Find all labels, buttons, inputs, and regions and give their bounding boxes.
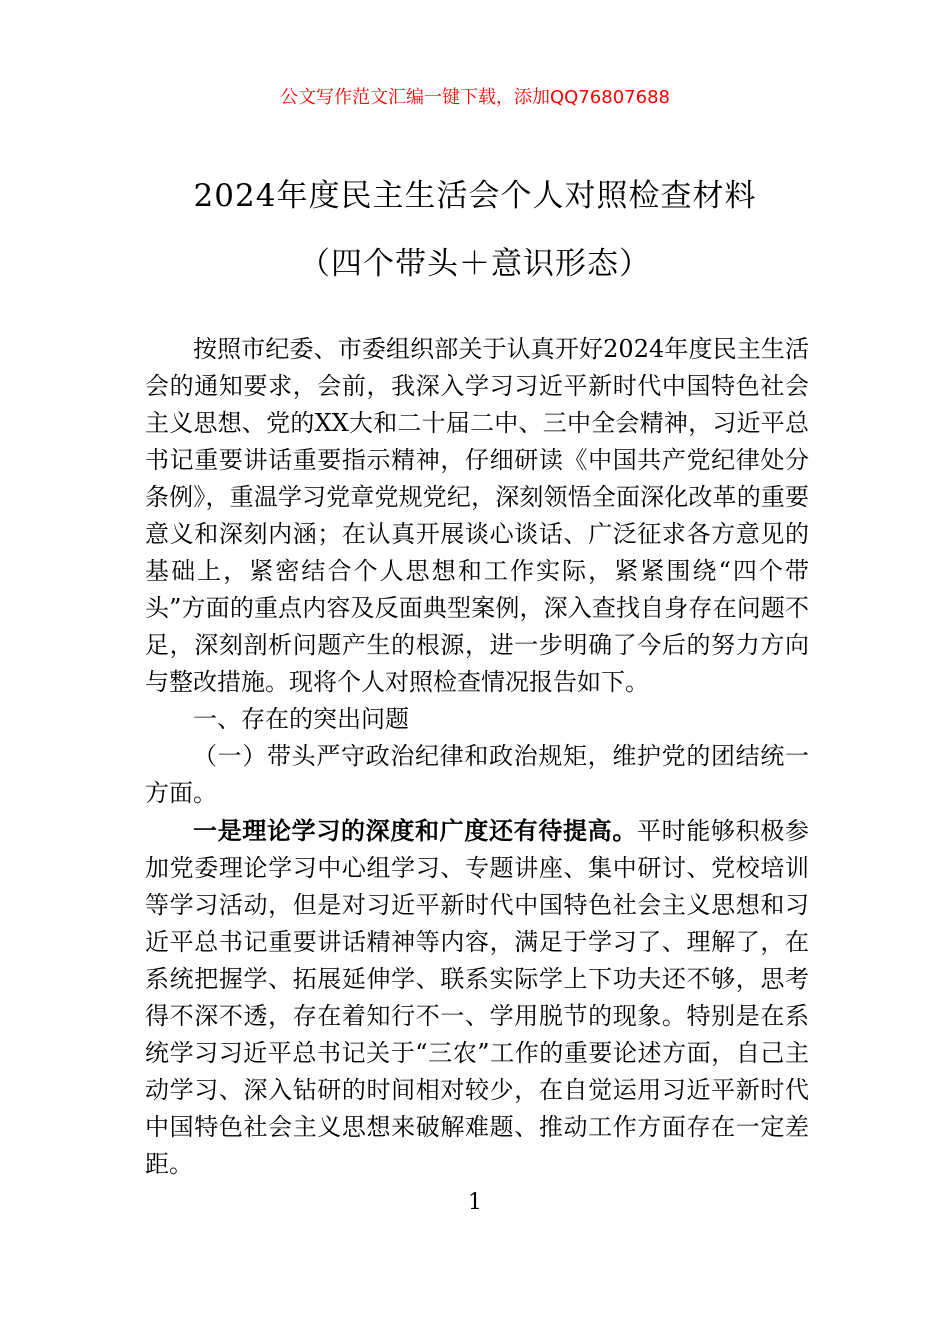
point-lead: 一是理论学习的深度和广度还有待提高。: [193, 816, 637, 845]
document-body: [145, 331, 809, 1183]
point-paragraph: [145, 812, 809, 1183]
document-subtitle: （四个带头＋意识形态）: [299, 246, 651, 282]
download-notice: 公文写作范文汇编一键下载，添加QQ76807688: [280, 87, 670, 108]
document-title: 2024年度民主生活会个人对照检查材料: [193, 178, 757, 214]
page-number: 1: [468, 1190, 482, 1215]
point-text: 平时能够积极参加党委理论学习中心组学习、专题讲座、集中研讨、党校培训等学习活动，但是对习近平新时代中国特色社会主义思想和习近平总书记重要讲话精神等内容，满足于学习了、理解了，在系统把握学、拓展延伸学、联系实际学上下功夫还不够，思考得不深不透，存在着知行不一、学用脱节的现象。特别是在系统学习习近平总书记关于“三农”工作的重要论述方面，自己主动学习、深入钻研的时间相对较少，在自觉运用习近平新时代中国特色社会主义思想来破解难题、推动工作方面存在一定差距。: [145, 817, 809, 1178]
subsection-heading: （一）带头严守政治纪律和政治规矩，维护党的团结统一方面。: [145, 742, 809, 807]
section-heading: 一、存在的突出问题: [193, 705, 409, 733]
intro-paragraph: 按照市纪委、市委组织部关于认真开好2024年度民主生活会的通知要求，会前，我深入学习习近平新时代中国特色社会主义思想、党的XX大和二十届二中、三中全会精神，习近平总书记重要讲话重要指示精神，仔细研读《中国共产党纪律处分条例》，重温学习党章党规党纪，深刻领悟全面深化改革的重要意义和深刻内涵；在认真开展谈心谈话、广泛征求各方意见的基础上，紧密结合个人思想和工作实际，紧紧围绕“四个带头”方面的重点内容及反面典型案例，深入查找自身存在问题不足，深刻剖析问题产生的根源，进一步明确了今后的努力方向与整改措施。现将个人对照检查情况报告如下。: [145, 335, 809, 696]
